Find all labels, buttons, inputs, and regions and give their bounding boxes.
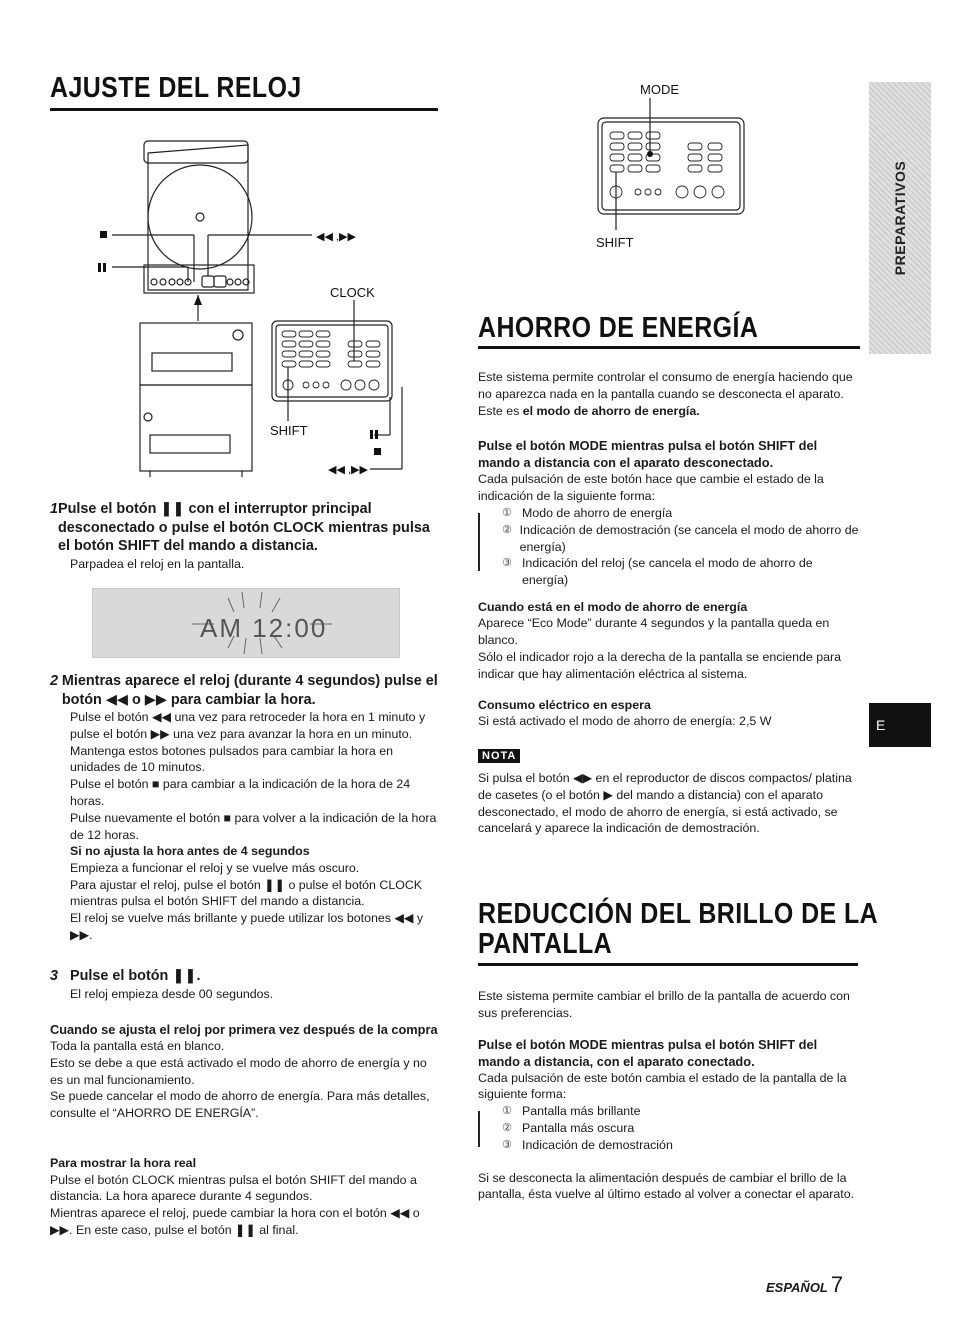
clock-display-image	[92, 588, 400, 658]
mode-label: MODE	[640, 82, 679, 97]
brightness-cycle-item: ① Pantalla más brillante	[502, 1104, 641, 1119]
step-3	[50, 967, 438, 1002]
skip-label-bottom: ◀◀ ,▶▶	[328, 464, 368, 476]
eco-heading: Cuando está en el modo de ahorro de energía	[478, 599, 748, 614]
energy-intro-bold: el modo de ahorro de energía.	[522, 403, 700, 418]
standby-heading: Consumo eléctrico en espera	[478, 697, 651, 712]
brightness-underline	[478, 963, 858, 966]
section-tab-label: PREPARATIVOS	[892, 160, 908, 276]
energy-heading: Pulse el botón MODE mientras pulsa el botón SHIFT del mando a distancia con el aparato desconectado.	[478, 438, 818, 471]
brightness-intro: Este sistema permite cambiar el brillo de la pantalla de acuerdo con sus preferencias.	[478, 989, 850, 1020]
clock-label: CLOCK	[330, 285, 375, 300]
cycle-bracket	[478, 513, 480, 571]
first-time-section	[50, 1021, 438, 1122]
remote-shift-label: SHIFT	[596, 235, 634, 250]
brightness-cycle-item: ② Pantalla más oscura	[502, 1120, 635, 1135]
remote-control-illustration	[588, 80, 868, 260]
show-time-p1: Pulse el botón CLOCK mientras pulsa el botón SHIFT del mando a distancia. La hora aparece durante 4 segundos.	[50, 1172, 417, 1204]
eco-p1: Aparece “Eco Mode” durante 4 segundos y la pantalla queda en blanco.	[478, 616, 830, 648]
section-tab-preparativos	[869, 82, 931, 354]
step-1	[50, 500, 438, 572]
step-2-s2: Para ajustar el reloj, pulse el botón ❚❚ o pulse el botón CLOCK mientras pulsa el botón SHIFT del mando a distancia.	[70, 877, 423, 909]
title-underline	[50, 108, 438, 111]
step-2-s1: Empieza a funcionar el reloj y se vuelve más oscuro.	[70, 860, 360, 875]
section-title-brightness-line2: PANTALLA	[478, 928, 613, 960]
step-1-body: Parpadea el reloj en la pantalla.	[70, 556, 245, 571]
energy-section	[478, 369, 862, 837]
energy-body: Cada pulsación de este botón hace que cambie el estado de la indicación de la siguiente forma:	[478, 472, 824, 504]
step-3-heading: Pulse el botón ❚❚.	[70, 968, 201, 984]
first-time-p2: Esto se debe a que está activado el modo de ahorro de energía y no es un mal funcionamiento.	[50, 1055, 427, 1087]
step-2-s3: El reloj se vuelve más brillante y puede utilizar los botones ◀◀ y ▶▶.	[70, 911, 424, 943]
energy-underline	[478, 346, 860, 349]
show-time-p2: Mientras aparece el reloj, puede cambiar la hora con el botón ◀◀ o ▶▶. En este caso, pulse el botón ❚❚ al final.	[50, 1206, 420, 1237]
first-time-p1: Toda la pantalla está en blanco.	[50, 1039, 225, 1053]
footer-language: ESPAÑOL	[766, 1280, 828, 1295]
step-3-number: 3	[50, 968, 59, 984]
skip-label-top: ◀◀ ,▶▶	[316, 231, 356, 243]
note-body: Si pulsa el botón ◀▶ en el reproductor de discos compactos/ platina de casetes (o el botón ▶ del mando a distancia) con el aparato desconectado, el modo de ahorro de energía, si está activado, se cancelará y aparece la indicación de demostración.	[478, 770, 852, 836]
step-2	[50, 672, 438, 944]
energy-cycle-list	[478, 505, 862, 589]
page-number: 7	[830, 1272, 844, 1297]
eco-p2: Sólo el indicador rojo a la derecha de la pantalla se enciende para indicar que hay alimentación eléctrica al sistema.	[478, 650, 842, 681]
energy-cycle-item: ③ Indicación del reloj (se cancela el modo de ahorro de energía)	[502, 556, 813, 588]
language-tab-label: E	[876, 717, 886, 733]
note-badge: NOTA	[478, 749, 520, 763]
step-2-p1: Pulse el botón ◀◀ una vez para retroceder la hora en 1 minuto y pulse el botón ▶▶ una vez para avanzar la hora en un minuto.	[70, 710, 426, 741]
shift-label: SHIFT	[270, 423, 308, 438]
step-1-number: 1	[50, 501, 59, 517]
brightness-cycle-item: ③ Indicación de demostración	[502, 1137, 673, 1152]
language-tab	[869, 703, 931, 747]
section-title-clock: AJUSTE DEL RELOJ	[50, 72, 302, 104]
energy-cycle-item: ① Modo de ahorro de energía	[502, 505, 673, 520]
stereo-system-illustration	[90, 135, 420, 480]
page-footer	[766, 1272, 843, 1298]
show-time-section	[50, 1155, 438, 1239]
step-2-p4: Pulse nuevamente el botón ■ para volver a la indicación de la hora de 12 horas.	[70, 810, 437, 842]
first-time-heading: Cuando se ajusta el reloj por primera vez después de la compra	[50, 1022, 438, 1037]
step-3-body: El reloj empieza desde 00 segundos.	[70, 986, 274, 1001]
first-time-p3: Se puede cancelar el modo de ahorro de energía. Para más detalles, consulte el “AHORRO DE ENERGÍA”.	[50, 1089, 430, 1121]
brightness-body: Cada pulsación de este botón cambia el estado de la pantalla de la siguiente forma:	[478, 1070, 847, 1102]
step-2-heading: Mientras aparece el reloj (durante 4 segundos) pulse el botón ◀◀ o ▶▶ para cambiar la hora.	[61, 673, 438, 708]
section-title-brightness-line1: REDUCCIÓN DEL BRILLO DE LA	[478, 898, 879, 930]
display-time: AM 12:00	[200, 613, 328, 643]
brightness-outro: Si se desconecta la alimentación después de cambiar el brillo de la pantalla, ésta vuelve al último estado al volver a conectar el aparato.	[478, 1170, 855, 1202]
energy-intro: Este sistema permite controlar el consumo de energía haciendo que no aparezca nada en la pantalla cuando se desconecta el aparato. Este es	[478, 370, 853, 418]
brightness-section	[478, 988, 862, 1203]
section-title-energy: AHORRO DE ENERGÍA	[478, 312, 759, 344]
brightness-heading: Pulse el botón MODE mientras pulsa el botón SHIFT del mando a distancia, con el aparato conectado.	[478, 1036, 818, 1069]
step-2-number: 2	[50, 673, 59, 689]
step-1-heading: Pulse el botón ❚❚ con el interruptor principal desconectado o pulse el botón CLOCK mientras pulsa el botón SHIFT del mando a distancia.	[58, 501, 430, 554]
cycle-bracket	[478, 1111, 480, 1147]
brightness-cycle-list	[478, 1103, 862, 1153]
step-2-p3: Pulse el botón ■ para cambiar a la indicación de la hora de 24 horas.	[70, 777, 411, 808]
show-time-heading: Para mostrar la hora real	[50, 1156, 197, 1170]
step-2-p2: Mantenga estos botones pulsados para cambiar la hora en unidades de 10 minutos.	[70, 743, 394, 775]
standby-body: Si está activado el modo de ahorro de energía: 2,5 W	[478, 714, 772, 729]
step-2-subheading: Si no ajusta la hora antes de 4 segundos	[70, 844, 310, 859]
energy-cycle-item: ② Indicación de demostración (se cancela el modo de ahorro de energía)	[502, 522, 859, 554]
